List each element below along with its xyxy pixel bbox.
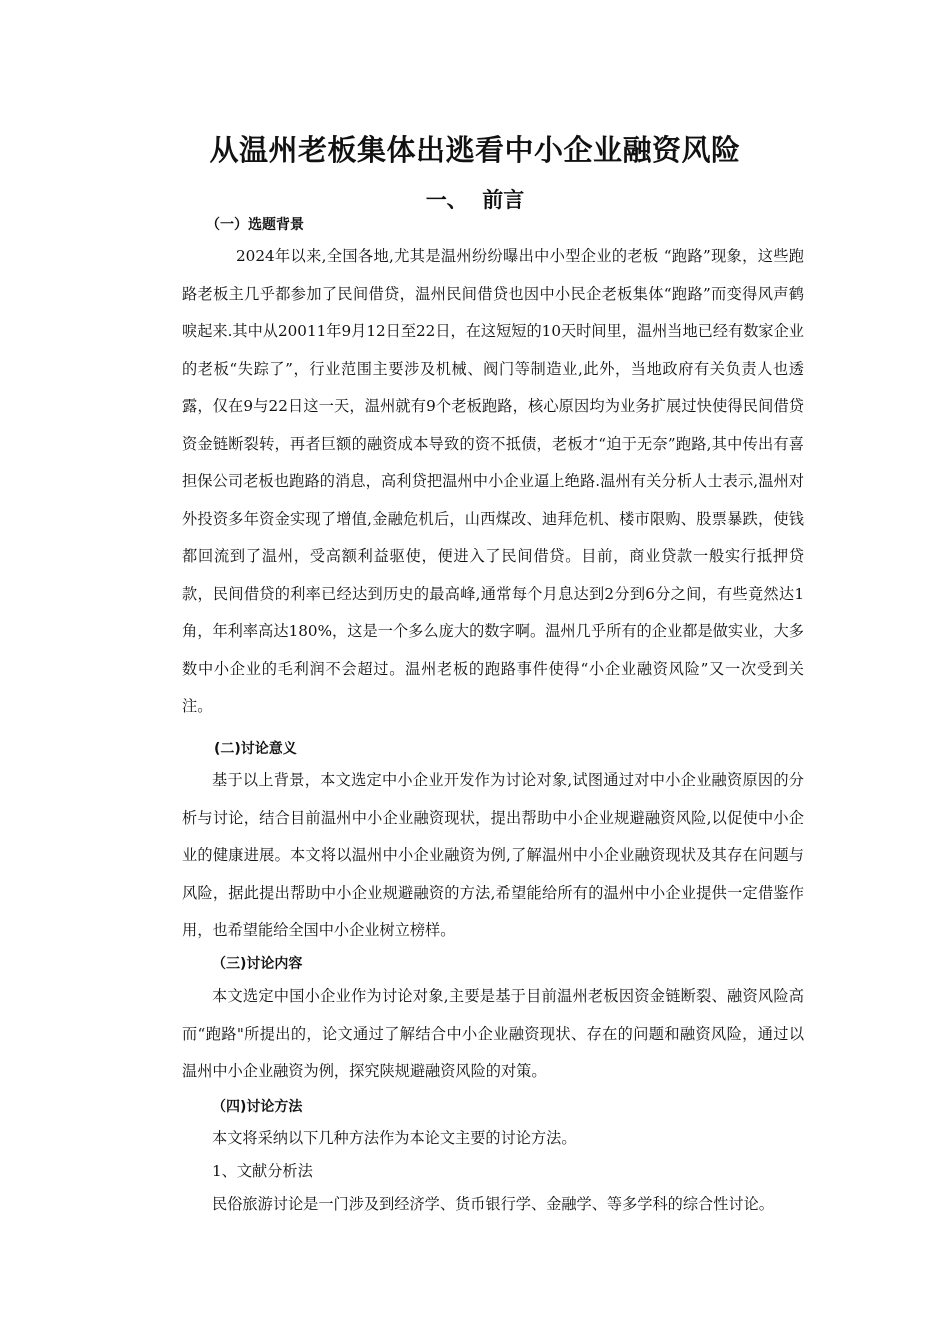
chapter-heading: 一、 前言 [425, 188, 525, 212]
method-intro-line: 本文将采纳以下几种方法作为本论文主要的讨论方法。 [212, 1129, 577, 1147]
section-heading-method: （四)讨论方法 [212, 1099, 303, 1115]
section-paragraph-content: 本文选定中国小企业作为讨论对象,主要是基于目前温州老板因资金链断裂、融资风险高而“跑路"所提出的，论文通过了解结合中小企业融资现状、存在的问题和融资风险，通过以温州中小企业融资为例，探究陕规避融资风险的对策。 [182, 987, 804, 1080]
method-item-literature: 1、文献分析法 [212, 1162, 313, 1180]
document-title: 从温州老板集体出逃看中小企业融资风险 [209, 133, 741, 167]
section-paragraph-significance: 基于以上背景，本文选定中小企业开发作为讨论对象,试图通过对中小企业融资原因的分析与讨论，结合目前温州中小企业融资现状，提出帮助中小企业规避融资风险,以促使中小企业的健康进展。本文将以温州中小企业融资为例,了解温州中小企业融资现状及其存在问题与风险，据此提出帮助中小企业规避融资的方法,希望能给所有的温州中小企业提供一定借鉴作用，也希望能给全国中小企业树立榜样。 [182, 771, 804, 939]
method-description-line: 民俗旅游讨论是一门涉及到经济学、货币银行学、金融学、等多学科的综合性讨论。 [212, 1195, 774, 1213]
section-heading-significance: (二)讨论意义 [214, 741, 297, 757]
section-heading-background: （一）选题背景 [206, 217, 304, 233]
section-heading-content: （三)讨论内容 [212, 956, 303, 972]
section-paragraph-background: 2024年以来,全国各地,尤其是温州纷纷曝出中小型企业的老板 “跑路”现象，这些跑路老板主几乎都参加了民间借贷，温州民间借贷也因中小民企老板集体“跑路”而变得风声鹤唳起来.其中从20011年9月12日至22日，在这短短的10天时间里，温州当地已经有数家企业的老板“失踪了”，行业范围主要涉及机械、阀门等制造业,此外，当地政府有关负责人也透露，仅在9与22日这一天，温州就有9个老板跑路，核心原因均为业务扩展过快使得民间借贷资金链断裂转，再者巨额的融资成本导致的资不抵债，老板才“迫于无奈”跑路,其中传出有喜担保公司老板也跑路的消息，高利贷把温州中小企业逼上绝路.温州有关分析人士表示,温州对外投资多年资金实现了增值,金融危机后，山西煤改、迪拜危机、楼市限购、股票暴跌，使钱都回流到了温州，受高额利益驱使，便进入了民间借贷。目前，商业贷款一般实行抵押贷款，民间借贷的利率已经达到历史的最高峰,通常每个月息达到2分到6分之间，有些竟然达1角，年利率高达180%，这是一个多么庞大的数字啊。温州几乎所有的企业都是做实业，大多数中小企业的毛利润不会超过。温州老板的跑路事件使得“小企业融资风险”又一次受到关注。 [182, 247, 804, 715]
